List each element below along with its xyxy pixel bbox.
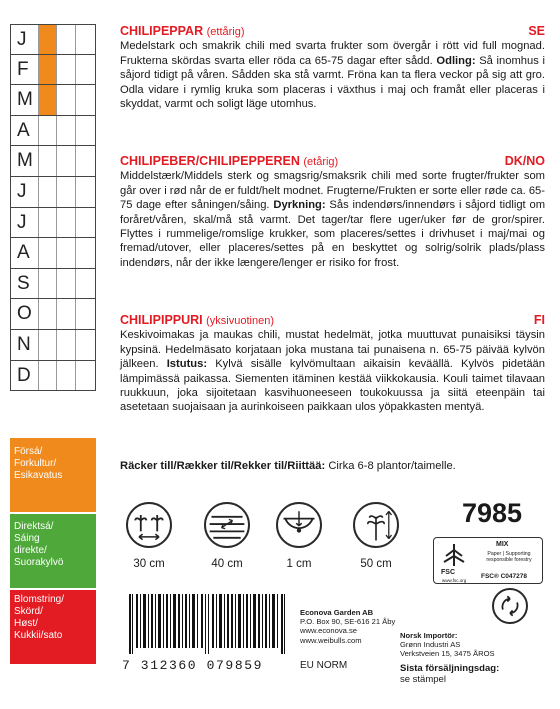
spacing-label: 40 cm	[211, 558, 243, 570]
yield-value: Cirka 6-8 plantor/taimelle.	[328, 460, 456, 472]
cultivation-label: Dyrkning:	[273, 199, 326, 212]
calendar-cell	[57, 330, 76, 360]
spacing-label: 50 cm	[360, 558, 392, 570]
calendar-row-sep	[11, 269, 95, 300]
calendar-cell	[39, 146, 58, 176]
last-sale-label: Sista försäljningsdag:	[400, 663, 500, 674]
month-letter: S	[11, 269, 39, 299]
section-title-group	[120, 154, 338, 169]
calendar-cell	[57, 299, 76, 329]
country-code: SE	[528, 24, 545, 38]
legend-text: direkte/	[14, 545, 47, 556]
cultivation-text: Så inomhus i såjord tidigt på våren. Sådden ska stå varmt. Fröna kan ta flera veckor på sig att gro. Odla vidare i rymlig kruka som placeras i växthus i maj och framåt eller placeras i skyddat, varmt och soligt läge utomhus.	[120, 54, 545, 111]
legend-text: Suorakylvö	[14, 557, 64, 568]
month-letter: J	[11, 208, 39, 238]
barcode-image	[127, 594, 287, 654]
calendar-cell	[76, 25, 95, 54]
calendar-cell	[76, 361, 95, 391]
description-text: Medelstark och smakrik chili med svarta frukter som övergår i rött vid full mognad. Frukterna skördas svarta eller röda ca 65-75 dagar efter sådd.	[120, 40, 545, 67]
description-text: Keskivoimakas ja maukas chili, mustat hedelmät, jotka muuttuvat punaisiksi täysin kypsinä. Hedelmäsato korjataan joka mustana tai punaisena n. 65-75 päivää kylvön jälkeen.	[120, 329, 545, 371]
calendar-cell	[57, 238, 76, 268]
calendar-row-dec	[11, 361, 95, 392]
calendar-cell	[57, 85, 76, 115]
importer-info	[400, 631, 495, 659]
eu-norm: EU NORM	[300, 660, 348, 671]
legend-text: Esikavatus	[14, 470, 63, 481]
section-danish-norwegian	[120, 154, 545, 270]
legend-text: Försá/	[14, 446, 43, 457]
section-title: CHILIPIPPURI	[120, 313, 203, 327]
calendar-cell	[76, 55, 95, 85]
calendar-cell	[76, 85, 95, 115]
month-letter: F	[11, 55, 39, 85]
month-letter: O	[11, 299, 39, 329]
row-distance-box	[196, 502, 258, 570]
product-code: 7985	[462, 498, 523, 528]
section-finnish	[120, 313, 545, 415]
importer-name: Grønn Industri AS	[400, 640, 461, 650]
cultivation-label: Odling:	[436, 54, 476, 67]
calendar-cell	[39, 299, 58, 329]
indoor-sowing-cell	[39, 25, 58, 54]
calendar-cell	[39, 330, 58, 360]
yield-label: Räcker till/Rækker til/Rekker til/Riittää:	[120, 460, 326, 472]
calendar-cell	[57, 146, 76, 176]
company-web: www.econova.se	[300, 626, 357, 636]
section-body	[120, 169, 545, 270]
calendar-cell	[76, 269, 95, 299]
spacing-label: 1 cm	[286, 558, 312, 570]
calendar-cell	[76, 116, 95, 146]
row-spacing-box	[118, 502, 180, 570]
calendar-cell	[76, 208, 95, 238]
calendar-cell	[39, 238, 58, 268]
calendar-row-aug	[11, 238, 95, 269]
importer-label: Norsk Importör:	[400, 631, 458, 640]
legend-text: Blomstring/	[14, 594, 65, 605]
legend-text: Sáing	[14, 533, 40, 544]
month-letter: D	[11, 361, 39, 391]
calendar-cell	[57, 25, 76, 54]
cultivation-text: Sås indendørs/innendørs i såjord tidligt om foråret/våren, skal/må stå varmt. Det tager/tar flere uger/uker før de gror/spirer. Flyttes i rummelige/romslige krukker, som placeres/settes i drivhuset i maj/mai og fremad/utover, eller placeres/settes på en beskyttet og solrig/solrik plads/plass indendørs, når der ikke længere/lenger er risiko for frost.	[120, 199, 546, 269]
section-title: CHILIPEBER/CHILIPEPPEREN	[120, 154, 300, 168]
calendar-cell	[57, 269, 76, 299]
calendar-cell	[39, 116, 58, 146]
calendar-cell	[57, 177, 76, 207]
yield-line	[120, 460, 456, 472]
section-title-group	[120, 313, 274, 328]
company-address-line: P.O. Box 90, SE-616 21 Åby	[300, 617, 396, 627]
calendar-cell	[39, 361, 58, 391]
importer-address: Verkstveien 15, 3475 ÅROS	[400, 649, 495, 659]
calendar-cell	[76, 299, 95, 329]
company-name: Econova Garden AB	[300, 608, 374, 617]
calendar-cell	[39, 177, 58, 207]
section-swedish	[120, 24, 545, 111]
fsc-code: FSC® C047278	[481, 573, 527, 580]
fsc-paper-text: Paper | Supporting responsible forestry	[486, 551, 532, 563]
row-spacing-icon	[126, 502, 172, 548]
row-distance-icon	[204, 502, 250, 548]
month-letter: M	[11, 146, 39, 176]
legend-direct-sowing	[10, 514, 96, 588]
calendar-row-oct	[11, 299, 95, 330]
calendar-cell	[39, 269, 58, 299]
description-text: Middelstærk/Middels sterk og smagsrig/smaksrik chili med sorte frugter/frukter som går over i rød når de er fuldt/helt modnet. Frugterne/Frukten er sorte eller røde ca. 65-75 dage efter såningen/såing.	[120, 170, 545, 212]
cultivation-text: Kylvä sisälle kylvömultaan aikaisin keväällä. Kylvös pidetään lämpimässä paikassa. Siementen itäminen kestää viikkokausia. Kouli taimet tilavaan ruukkuun, joka sijoitetaan kasvihuoneeseen toukokuussa ja siitä eteenpäin tai asetetaan suojaisaan ja aurinkoiseen paikkaan ulos yöpakkasten mentyä.	[120, 358, 546, 414]
calendar-cell	[57, 116, 76, 146]
section-subtitle: (etårig)	[303, 156, 339, 168]
calendar-row-jun	[11, 177, 95, 208]
fsc-text: FSC	[441, 569, 455, 576]
month-letter: N	[11, 330, 39, 360]
calendar-cell	[57, 55, 76, 85]
section-header	[120, 313, 545, 328]
calendar-cell	[76, 238, 95, 268]
calendar-cell	[57, 361, 76, 391]
month-letter: A	[11, 238, 39, 268]
fsc-label	[433, 537, 543, 584]
section-title: CHILIPEPPAR	[120, 24, 204, 38]
month-letter: J	[11, 25, 39, 54]
month-letter: J	[11, 177, 39, 207]
section-header	[120, 24, 545, 39]
section-header	[120, 154, 545, 169]
fsc-tree-icon	[440, 542, 468, 568]
legend-text: Skörd/	[14, 606, 43, 617]
fsc-mix: MIX	[496, 541, 509, 548]
legend-text: Forkultur/	[14, 458, 57, 469]
cultivation-label: Istutus:	[166, 358, 208, 371]
calendar-row-apr	[11, 116, 95, 147]
indoor-sowing-cell	[39, 55, 58, 85]
country-code: DK/NO	[504, 154, 545, 168]
section-subtitle: (ettårig)	[206, 26, 245, 38]
calendar-row-nov	[11, 330, 95, 361]
section-subtitle: (yksivuotinen)	[206, 315, 274, 327]
country-code: FI	[533, 313, 545, 327]
calendar-row-mar	[11, 85, 95, 116]
company-address	[300, 608, 395, 645]
last-sale-date	[400, 663, 499, 685]
last-sale-value: se stämpel	[400, 674, 446, 685]
calendar-row-jul	[11, 208, 95, 239]
calendar-cell	[76, 177, 95, 207]
company-web: www.weibulls.com	[300, 635, 362, 645]
indoor-sowing-cell	[39, 85, 58, 115]
plant-height-icon	[353, 502, 399, 548]
legend-text: Direktsá/	[14, 521, 54, 532]
legend-indoor-sowing	[10, 438, 96, 512]
month-letter: A	[11, 116, 39, 146]
sowing-depth-box	[268, 502, 330, 570]
sowing-depth-icon	[276, 502, 322, 548]
barcode-number: 7 312360 079859	[122, 658, 264, 673]
legend-text: Kukkii/sato	[14, 630, 63, 641]
recycle-icon	[492, 588, 528, 624]
calendar-cell	[57, 208, 76, 238]
plant-height-box	[345, 502, 407, 570]
fsc-web: www.fsc.org	[442, 578, 467, 583]
month-letter: M	[11, 85, 39, 115]
calendar-row-may	[11, 146, 95, 177]
section-title-group	[120, 24, 245, 39]
calendar-cell	[76, 146, 95, 176]
calendar-cell	[76, 330, 95, 360]
section-body	[120, 328, 545, 414]
legend-text: Høst/	[14, 618, 38, 629]
sowing-calendar	[10, 24, 96, 391]
spacing-label: 30 cm	[133, 558, 165, 570]
section-body	[120, 39, 545, 111]
calendar-row-feb	[11, 55, 95, 86]
calendar-cell	[39, 208, 58, 238]
legend-bloom-harvest	[10, 590, 96, 664]
calendar-row-jan	[11, 24, 95, 55]
